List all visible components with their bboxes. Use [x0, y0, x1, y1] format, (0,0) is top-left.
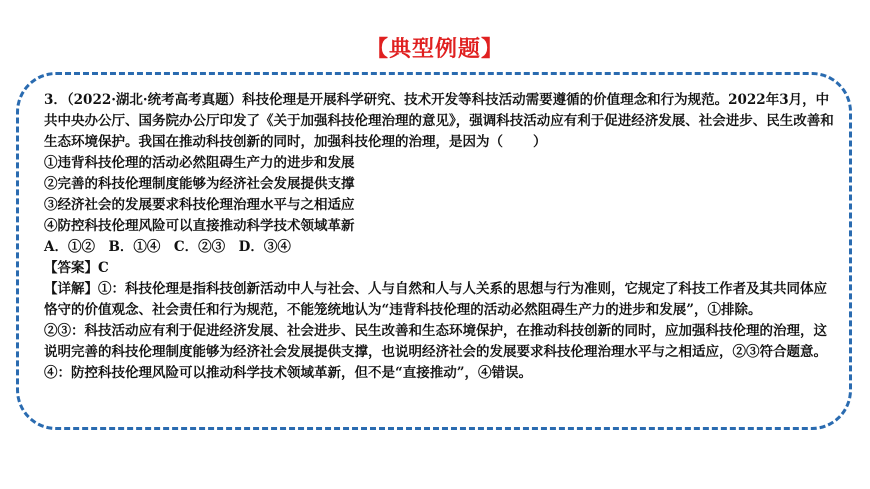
question-stem-text: （2022·湖北·统考高考真题）科技伦理是开展科学研究、技术开发等科技活动需要遵循的价值理念和行为规范。2022年3月，中共中央办公厅、国务院办公厅印发了《关于加强科技伦理治理的意见》，强调科技活动应有利于促进经济发展、社会进步、民生改善和生态环境保护。我国在推动科技创新的同时，加强科技伦理的治理，是因为（ [44, 92, 834, 150]
statement-4: ④防控科技伦理风险可以直接推动科学技术领域革新 [44, 218, 355, 234]
statement-3: ③经济社会的发展要求科技伦理治理水平与之相适应 [44, 197, 355, 213]
answer-options: A．①② B．①④ C．②③ D．③④ [44, 239, 291, 255]
question-content [44, 90, 834, 384]
answer-line [44, 258, 834, 279]
section-title: 【典型例题】 [365, 37, 504, 62]
explanation-label: 【详解】 [44, 281, 98, 297]
question-stem-end: ） [533, 134, 547, 150]
question-stem [44, 90, 834, 153]
question-number: 3． [44, 92, 67, 108]
explanation-paragraph-1 [44, 279, 834, 321]
answer-value: C [98, 260, 109, 276]
statement-1: ①违背科技伦理的活动必然阻碍生产力的进步和发展 [44, 155, 355, 171]
explanation-text-1: ①：科技伦理是指科技创新活动中人与社会、人与自然和人与人关系的思想与行为准则，它规定了科技工作者及其共同体应恪守的价值观念、社会责任和行为规范，不能笼统地认为“违背科技伦理的活动必然阻碍生产力的进步和发展”，①排除。 [44, 281, 827, 318]
statement-2: ②完善的科技伦理制度能够为经济社会发展提供支撑 [44, 176, 355, 192]
explanation-paragraph-3: ④：防控科技伦理风险可以推动科学技术领域革新，但不是“直接推动”，④错误。 [44, 365, 533, 381]
explanation-paragraph-2: ②③：科技活动应有利于促进经济发展、社会进步、民生改善和生态环境保护，在推动科技创新的同时，应加强科技伦理的治理，这说明完善的科技伦理制度能够为经济社会发展提供支撑，也说明经济社会的发展要求科技伦理治理水平与之相适应，②③符合题意。 [44, 323, 827, 360]
answer-label: 【答案】 [44, 260, 98, 276]
